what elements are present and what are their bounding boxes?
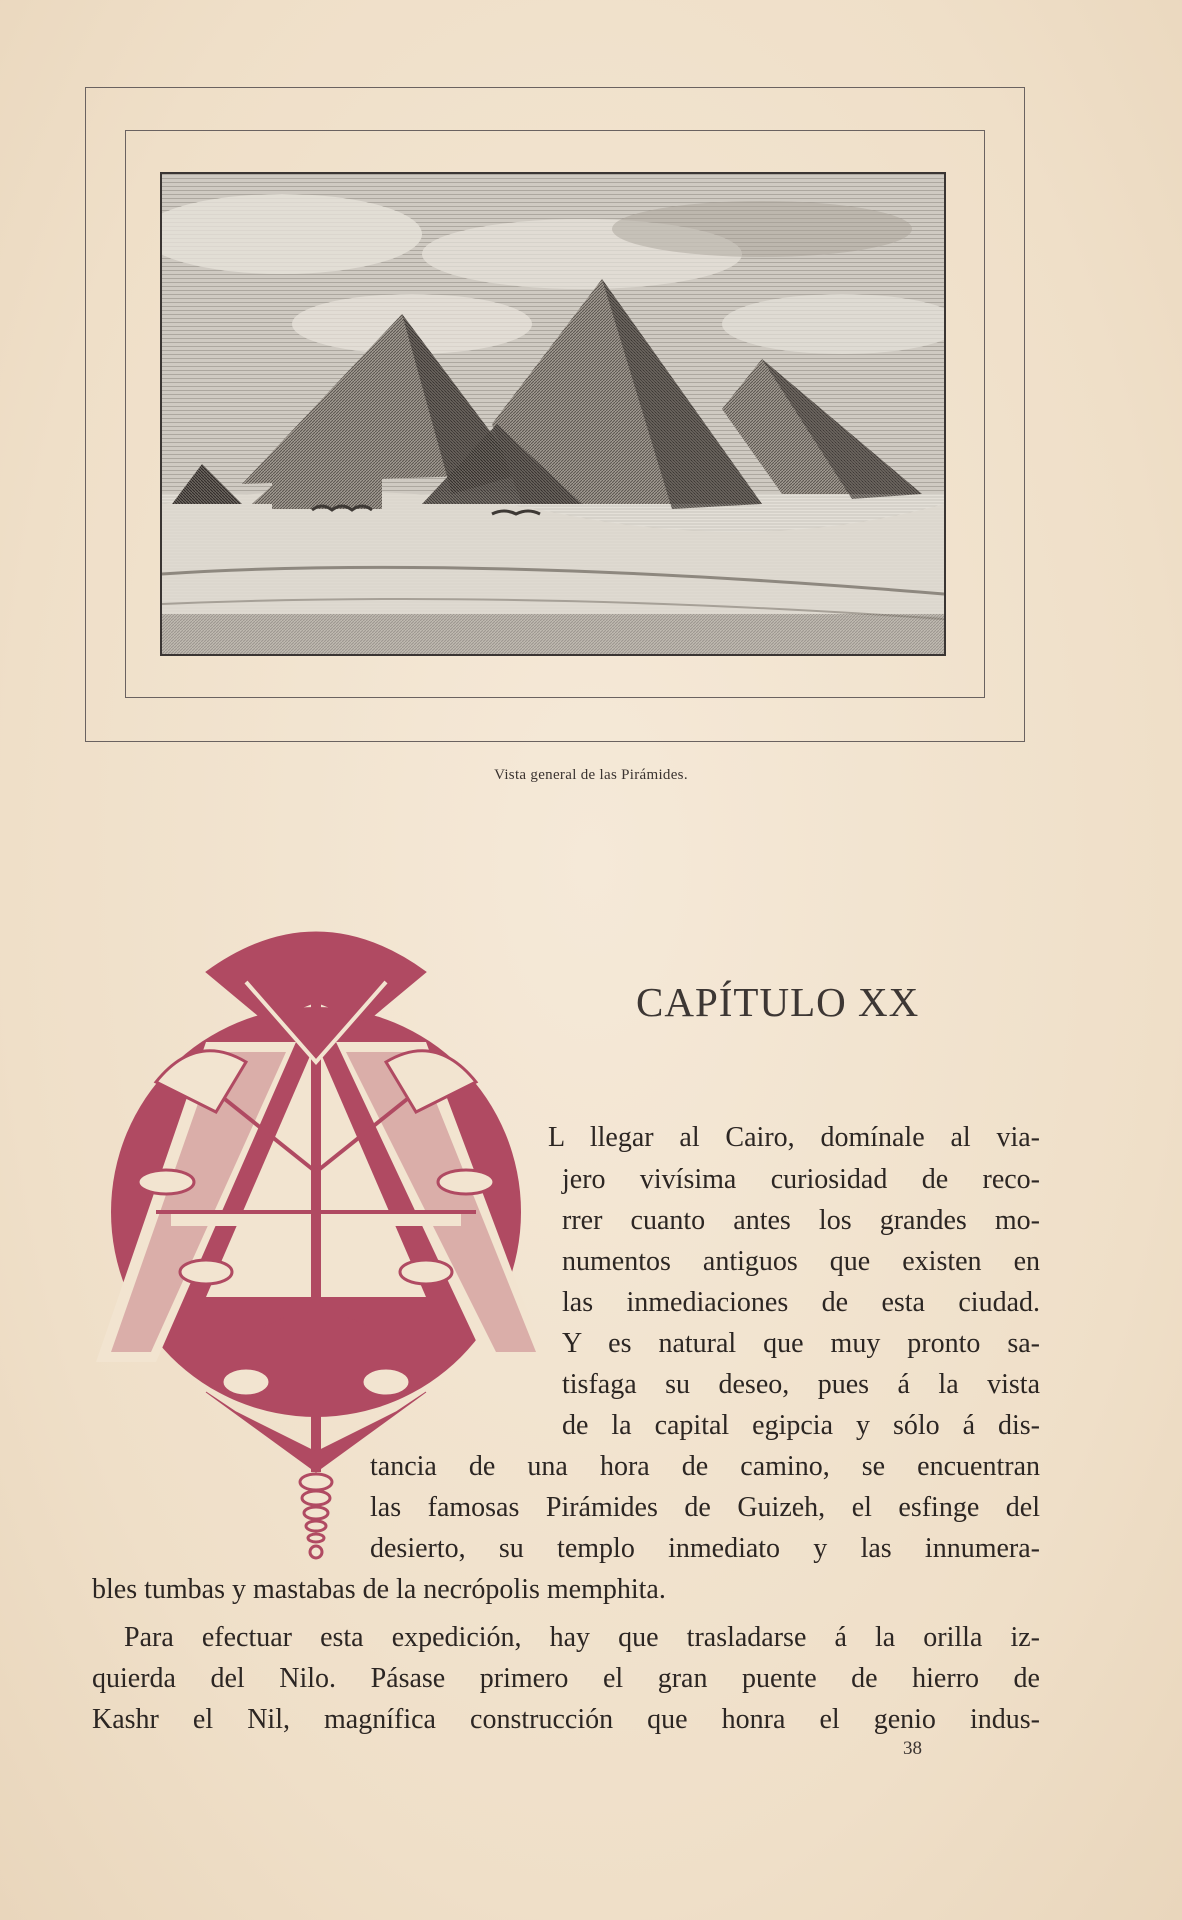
text-line-9: tancia de una hora de camino, se encuentran [370,1451,1040,1482]
text-line-12: bles tumbas y mastabas de la necrópolis memphita. [92,1574,666,1605]
text-line-1: L llegar al Cairo, domínale al via- [548,1122,1040,1153]
text-line-4: numentos antiguos que existen en [562,1246,1040,1277]
text-line-7: tisfaga su deseo, pues á la vista [562,1369,1040,1400]
text-line-15: Kashr el Nil, magnífica construcción que honra el genio indus- [92,1704,1040,1735]
text-line-3: rrer cuanto antes los grandes mo- [562,1205,1040,1236]
figure-caption: Vista general de las Pirámides. [494,767,688,783]
chapter-heading: CAPÍTULO XX [636,979,920,1025]
text-line-13: Para efectuar esta expedición, hay que trasladarse á la orilla iz- [124,1622,1040,1653]
text-line-11: desierto, su templo inmediato y las innumera- [370,1533,1040,1564]
text-line-6: Y es natural que muy pronto sa- [562,1328,1040,1359]
page-number: 38 [903,1738,922,1759]
text-line-5: las inmediaciones de esta ciudad. [562,1287,1040,1318]
pyramids-illustration [162,174,944,654]
text-line-8: de la capital egipcia y sólo á dis- [562,1410,1040,1441]
text-line-10: las famosas Pirámides de Guizeh, el esfinge del [370,1492,1040,1523]
pyramids-engraving [160,172,946,656]
text-line-2: jero vivísima curiosidad de reco- [562,1164,1040,1195]
text-line-14: quierda del Nilo. Pásase primero el gran puente de hierro de [92,1663,1040,1694]
